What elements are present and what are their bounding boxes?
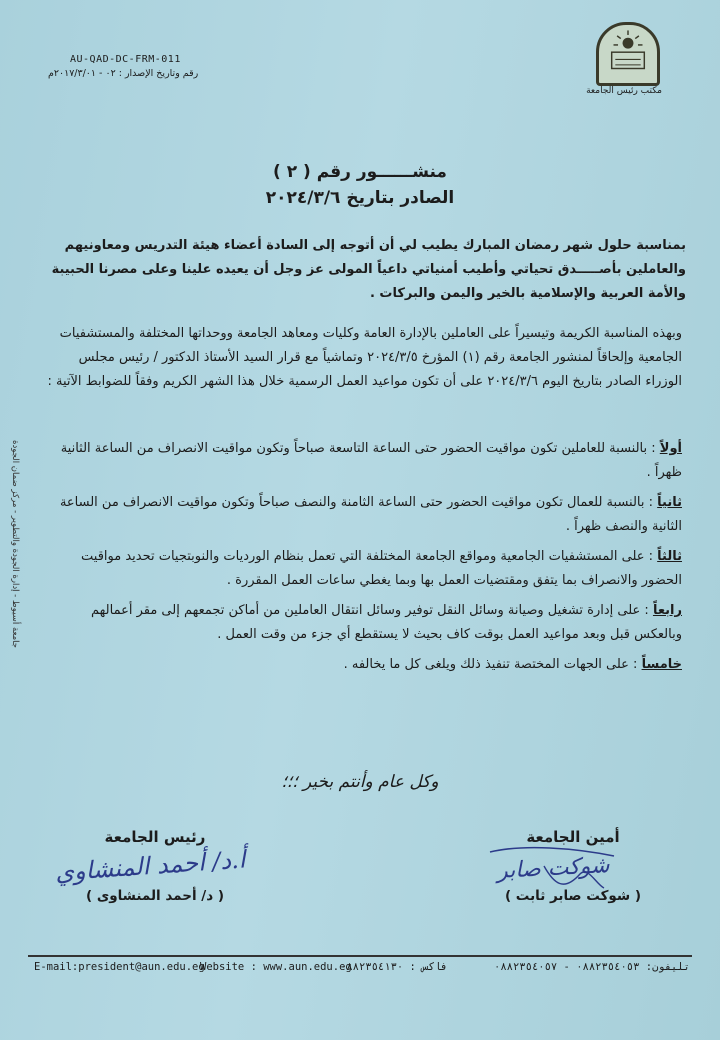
- closing-greeting: وكل عام وأنتم بخير ؛؛؛: [281, 772, 439, 792]
- side-note: جامعة أسيوط - إدارة الجودة والتطوير - مركز ضمان الجودة: [10, 440, 20, 648]
- list-item: [46, 599, 682, 647]
- list-item: [46, 437, 682, 485]
- secretary-name: ( شوكت صابر ثابت ): [504, 888, 642, 904]
- body-paragraph: وبهذه المناسبة الكريمة وتيسيراً على العاملين بالإدارة العامة وكليات ومعاهد الجامعة ووحداتها المختلفة والمستشفيات الجامعية وإلحاقاً لمنشور الجامعة رقم (١) المؤرخ ٢٠٢٤/٣/٥ وتماشياً مع قرار السيد الأستاذ الدكتور / رئيس مجلس الوزراء الصادر بتاريخ اليوم ٢٠٢٤/٣/٦ على أن تكون مواعيد العمل الرسمية خلال هذا الشهر الكريم وفقاً للضوابط الآتية :: [47, 326, 682, 389]
- item-number: أولاً: [659, 441, 682, 456]
- list-item: [46, 491, 682, 539]
- item-text: : على المستشفيات الجامعية ومواقع الجامعة المختلفة التي تعمل بنظام الورديات والنوبتجيات تحديد مواقيت الحضور والانصراف بما يتفق ومقتضيات العمل بها وبما يغطي ساعات العمل المقررة .: [81, 549, 682, 588]
- item-number: ثانياً: [657, 495, 682, 510]
- university-logo-icon: [596, 22, 660, 86]
- item-text: : بالنسبة للعمال تكون مواقيت الحضور حتى الساعة الثامنة والنصف صباحاً وتكون مواقيت الانصراف من الساعة الثانية والنصف ظهراً .: [59, 495, 682, 534]
- president-title: رئيس الجامعة: [104, 828, 206, 846]
- issue-date: رقم وتاريخ الإصدار : ٠٢ - ٢٠١٧/٣/٠١م: [48, 68, 199, 79]
- secretary-signature-stroke: [484, 844, 624, 904]
- item-text: : على إدارة تشغيل وصيانة وسائل النقل توفير وسائل انتقال العاملين من أماكن تجمعهم إلى مقر أعمالهم وبالعكس قبل وبعد مواعيد العمل بوقت كاف بحيث لا يستقطع أي جزء من وقت العمل .: [91, 603, 682, 642]
- secretary-title: أمين الجامعة: [526, 828, 620, 846]
- item-number: رابعاً: [652, 603, 682, 618]
- secretary-signature: شوكت صابر: [496, 853, 611, 884]
- rules-list: [46, 437, 682, 683]
- list-item: [46, 653, 682, 677]
- item-text: : على الجهات المختصة تنفيذ ذلك ويلغى كل ما يخالفه .: [343, 657, 642, 672]
- office-name: مكتب رئيس الجامعة: [586, 86, 662, 96]
- item-number: ثالثاً: [657, 549, 682, 564]
- item-number: خامساً: [641, 657, 682, 672]
- president-name: ( د/ أحمد المنشاوى ): [85, 888, 225, 904]
- president-signature: أ.د/ أحمد المنشاوي: [54, 845, 247, 887]
- footer-phone: تليفون: ٠٨٨٢٣٥٤٠٥٣ - ٠٨٨٢٣٥٤٠٥٧: [494, 961, 690, 973]
- footer-email: E-mail:president@aun.edu.eg: [34, 961, 205, 973]
- footer-website: Website : www.aun.edu.eg: [200, 961, 352, 973]
- footer-fax: فاكس : ٠٨٨٢٣٥٤١٣٠: [340, 961, 448, 973]
- intro-paragraph: بمناسبة حلول شهر رمضان المبارك يطيب لي أن أتوجه إلى السادة أعضاء هيئة التدريس ومعاونيهم والعاملين بأصـــــدق تحياتي وأطيب أمنياتي داعياً المولى عز وجل أن يعيده علينا وعلى مصرنا الحبيبة والأمة العربية والإسلامية بالخير واليمن والبركات .: [51, 238, 686, 301]
- list-item: [46, 545, 682, 593]
- item-text: : بالنسبة للعاملين تكون مواقيت الحضور حتى الساعة التاسعة صباحاً وتكون مواقيت الانصراف من الساعة الثانية ظهراً .: [60, 441, 682, 480]
- footer-divider: [28, 955, 692, 957]
- document-title: منشــــــور رقم ( ٢ ): [273, 162, 447, 182]
- form-code: AU-QAD-DC-FRM-011: [70, 54, 181, 65]
- document-date: الصادر بتاريخ ٢٠٢٤/٣/٦: [265, 188, 455, 208]
